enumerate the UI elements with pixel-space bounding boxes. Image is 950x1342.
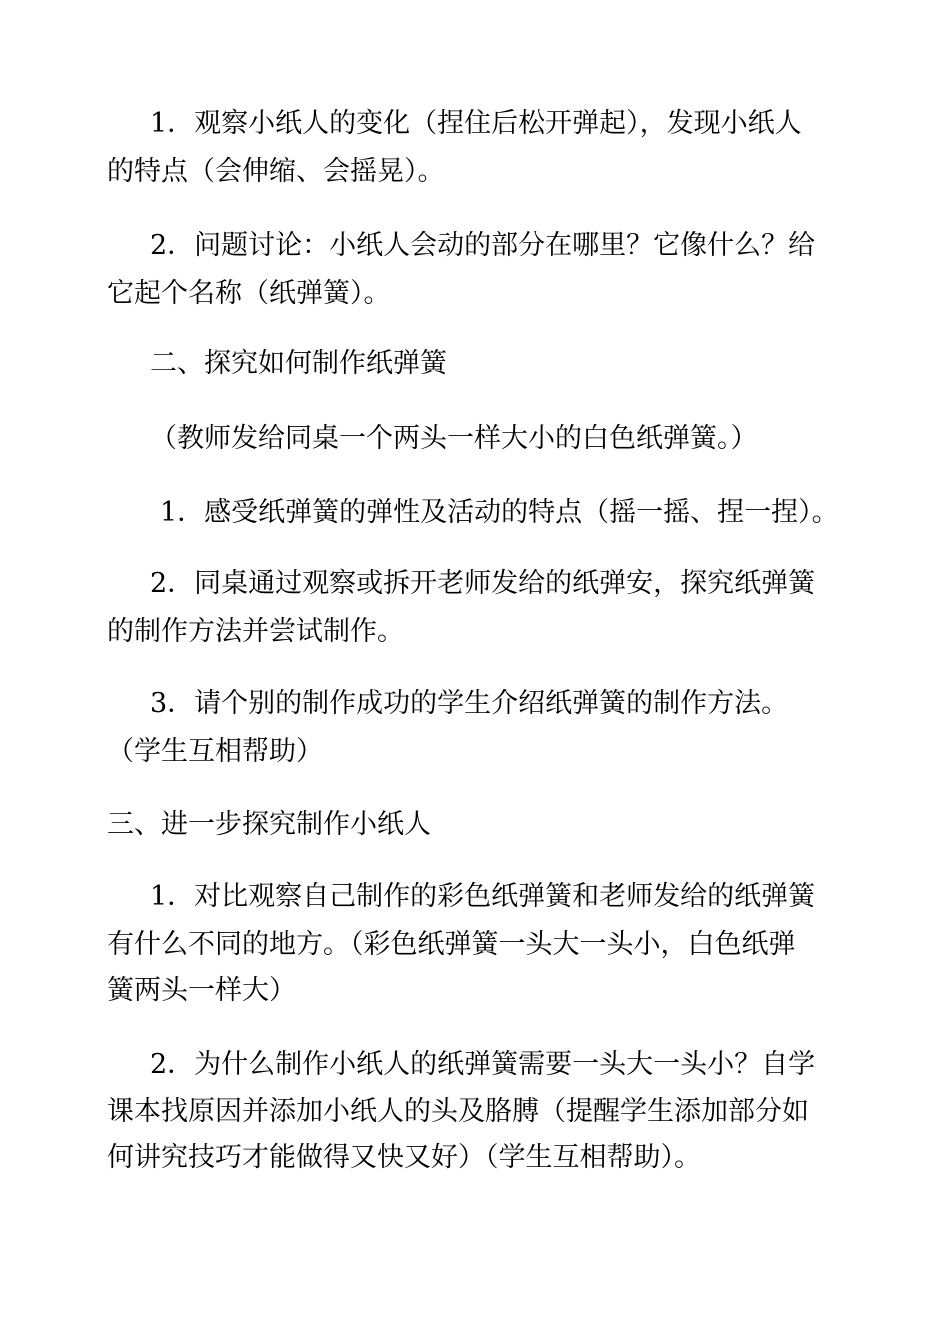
paragraph-6-line-2: （学生互相帮助） bbox=[107, 736, 323, 767]
paragraph-2-line-2: 它起个名称（纸弹簧）。 bbox=[107, 278, 391, 309]
section-heading-2: 二、探究如何制作纸弹簧 bbox=[150, 348, 447, 379]
paragraph-7-line-2: 有什么不同的地方。（彩色纸弹簧一头大一头小，白色纸弹 bbox=[107, 929, 796, 960]
paragraph-4-line-1: 1．感受纸弹簧的弹性及活动的特点（摇一摇、捏一捏）。 bbox=[160, 497, 839, 528]
paragraph-5-line-2: 的制作方法并尝试制作。 bbox=[107, 616, 404, 647]
section-heading-3: 三、进一步探究制作小纸人 bbox=[107, 809, 431, 840]
paragraph-1-line-1: 1．观察小纸人的变化（捏住后松开弹起），发现小纸人 bbox=[150, 108, 802, 139]
paragraph-1-line-2: 的特点（会伸缩、会摇晃）。 bbox=[107, 156, 445, 187]
paragraph-6-line-1: 3．请个别的制作成功的学生介绍纸弹簧的制作方法。 bbox=[150, 688, 789, 719]
teacher-note: （教师发给同桌一个两头一样大小的白色纸弹簧。） bbox=[150, 423, 758, 454]
paragraph-2-line-1: 2．问题讨论：小纸人会动的部分在哪里？它像什么？给 bbox=[150, 230, 816, 261]
paragraph-7-line-3: 簧两头一样大） bbox=[107, 975, 296, 1006]
paragraph-7-line-1: 1．对比观察自己制作的彩色纸弹簧和老师发给的纸弹簧 bbox=[150, 881, 816, 912]
paragraph-8-line-3: 何讲究技巧才能做得又快又好）（学生互相帮助）。 bbox=[107, 1142, 701, 1173]
paragraph-8-line-2: 课本找原因并添加小纸人的头及胳膊（提醒学生添加部分如 bbox=[107, 1096, 809, 1127]
paragraph-5-line-1: 2．同桌通过观察或拆开老师发给的纸弹安，探究纸弹簧 bbox=[150, 568, 816, 599]
paragraph-8-line-1: 2．为什么制作小纸人的纸弹簧需要一头大一头小？自学 bbox=[150, 1049, 816, 1080]
